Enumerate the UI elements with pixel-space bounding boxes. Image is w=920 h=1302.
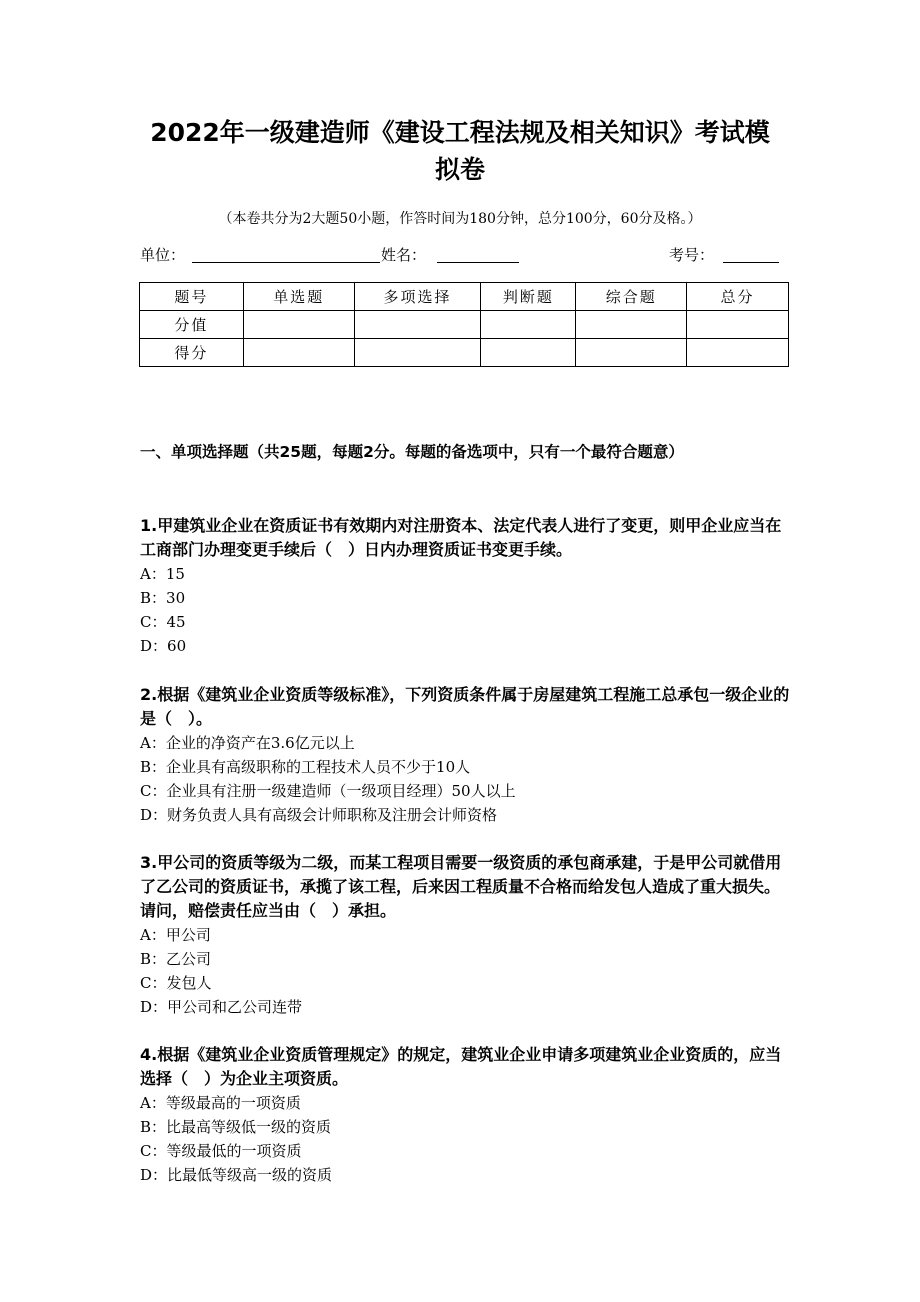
question-3: [140, 851, 790, 1019]
option-d[interactable]: D：财务负责人具有高级会计师职称及注册会计师资格: [140, 806, 498, 824]
candidate-info-row: [140, 244, 780, 268]
option-c[interactable]: C：等级最低的一项资质: [140, 1142, 302, 1160]
header-cell: 综合题: [576, 283, 687, 311]
option-b[interactable]: B：比最高等级低一级的资质: [140, 1118, 332, 1136]
question-1: [140, 514, 790, 658]
score-cell[interactable]: [243, 339, 354, 367]
question-2: [140, 683, 790, 827]
row-label: 分值: [140, 311, 244, 339]
unit-label: 单位：: [140, 246, 186, 264]
name-blank[interactable]: [437, 262, 519, 263]
question-stem: 3.甲公司的资质等级为二级，而某工程项目需要一级资质的承包商承建，于是甲公司就借用了乙公司的资质证书，承揽了该工程，后来因工程质量不合格而给发包人造成了重大损失。请问，赔偿责任应当由（ ）承担。: [140, 853, 782, 920]
row-label: 得分: [140, 339, 244, 367]
question-stem: 4.根据《建筑业企业资质管理规定》的规定，建筑业企业申请多项建筑业企业资质的，应当选择（ ）为企业主项资质。: [140, 1045, 782, 1088]
option-d[interactable]: D：甲公司和乙公司连带: [140, 998, 303, 1016]
option-c[interactable]: C：发包人: [140, 974, 212, 992]
option-b[interactable]: B：30: [140, 589, 186, 607]
option-c[interactable]: C：企业具有注册一级建造师（一级项目经理）50人以上: [140, 782, 516, 800]
option-a[interactable]: A：15: [140, 565, 185, 583]
score-cell[interactable]: [481, 311, 576, 339]
section-heading: 一、单项选择题（共25题，每题2分。每题的备选项中，只有一个最符合题意）: [140, 443, 684, 461]
question-stem: 2.根据《建筑业企业资质等级标准》，下列资质条件属于房屋建筑工程施工总承包一级企业的是（ ）。: [140, 685, 790, 728]
option-a[interactable]: A：等级最高的一项资质: [140, 1094, 301, 1112]
score-cell[interactable]: [687, 311, 789, 339]
question-stem: 1.甲建筑业企业在资质证书有效期内对注册资本、法定代表人进行了变更，则甲企业应当在工商部门办理变更手续后（ ）日内办理资质证书变更手续。: [140, 516, 782, 559]
score-cell[interactable]: [576, 311, 687, 339]
unit-blank[interactable]: [192, 262, 380, 263]
header-cell: 判断题: [481, 283, 576, 311]
score-cell[interactable]: [576, 339, 687, 367]
score-cell[interactable]: [354, 339, 481, 367]
option-b[interactable]: B：企业具有高级职称的工程技术人员不少于10人: [140, 758, 471, 776]
exam-title: 2022年一级建造师《建设工程法规及相关知识》考试模拟卷: [150, 118, 770, 184]
option-c[interactable]: C：45: [140, 613, 186, 631]
header-cell: 多项选择: [354, 283, 481, 311]
option-a[interactable]: A：甲公司: [140, 926, 211, 944]
option-d[interactable]: D：比最低等级高一级的资质: [140, 1166, 333, 1184]
exam-number-blank[interactable]: [723, 262, 779, 263]
option-b[interactable]: B：乙公司: [140, 950, 212, 968]
header-cell: 总分: [687, 283, 789, 311]
exam-subtitle: （本卷共分为2大题50小题，作答时间为180分钟，总分100分，60分及格。）: [218, 211, 702, 227]
exam-number-label: 考号：: [669, 246, 715, 264]
name-label: 姓名：: [381, 246, 427, 264]
score-cell[interactable]: [481, 339, 576, 367]
question-4: [140, 1043, 790, 1187]
header-cell: 题号: [140, 283, 244, 311]
header-cell: 单选题: [243, 283, 354, 311]
score-table: [139, 282, 789, 367]
score-cell[interactable]: [243, 311, 354, 339]
score-table-header: [140, 283, 789, 311]
option-d[interactable]: D：60: [140, 637, 187, 655]
score-table-row: [140, 339, 789, 367]
score-table-row: [140, 311, 789, 339]
score-cell[interactable]: [687, 339, 789, 367]
option-a[interactable]: A：企业的净资产在3.6亿元以上: [140, 734, 355, 752]
score-cell[interactable]: [354, 311, 481, 339]
